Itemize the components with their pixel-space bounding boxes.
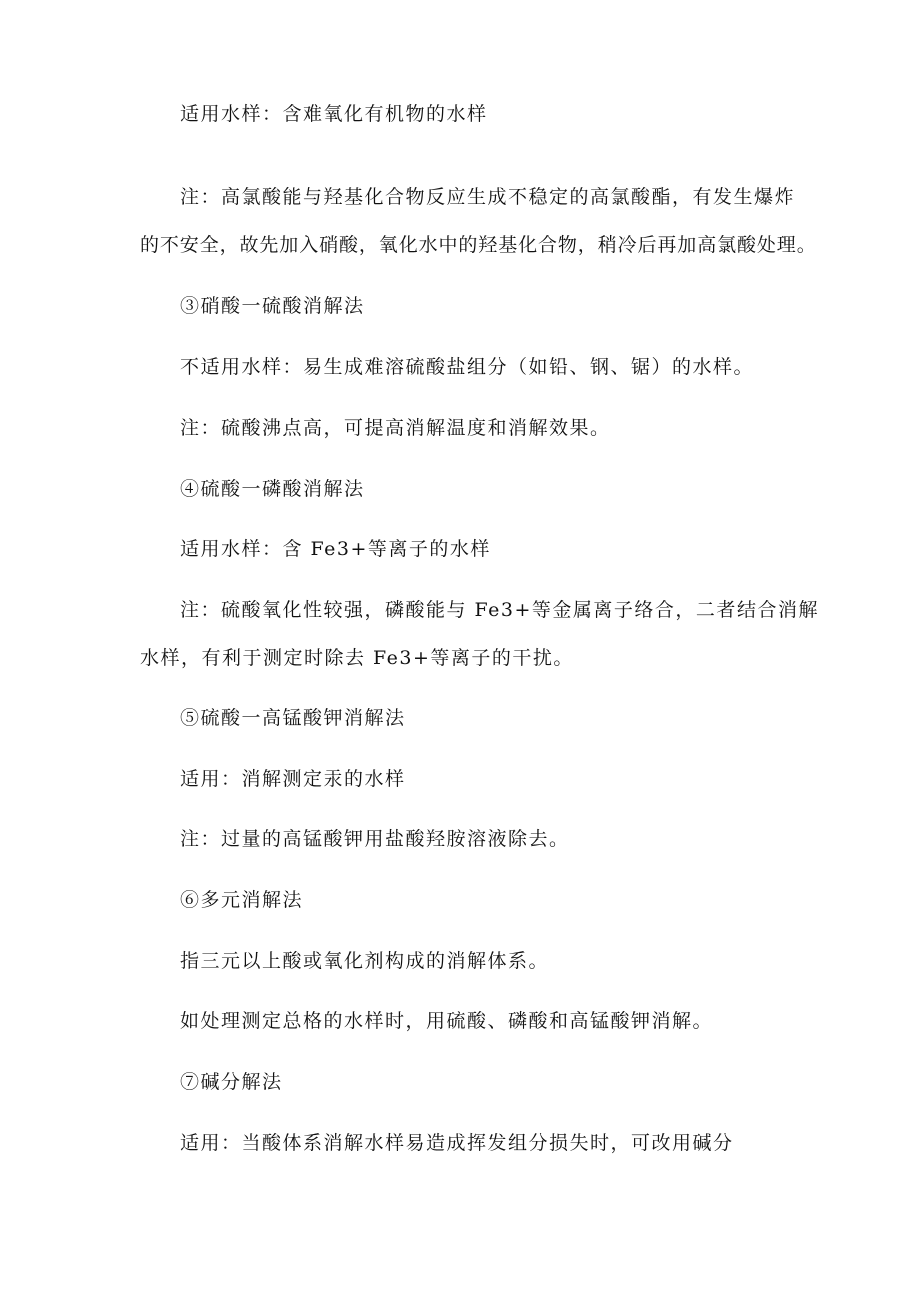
paragraph-note-sulfuric-phosphoric-line1: 注：硫酸氧化性较强，磷酸能与 Fe3+等金属离子络合，二者结合消解 [180,599,819,621]
paragraph-applicable-water-sample: 适用水样：含难氧化有机物的水样 [180,103,488,125]
heading-nitric-sulfuric-digestion: ③硝酸一硫酸消解法 [180,295,365,317]
paragraph-total-chromium-example: 如处理测定总格的水样时，用硫酸、磷酸和高锰酸钾消解。 [180,1010,714,1032]
paragraph-note-perchloric-acid-line2: 的不安全，故先加入硝酸，氧化水中的羟基化合物，稍冷后再加高氯酸处理。 [140,234,817,256]
paragraph-applicable-mercury-sample: 适用：消解测定汞的水样 [180,768,406,790]
paragraph-note-perchloric-acid-line1: 注：高氯酸能与羟基化合物反应生成不稳定的高氯酸酯，有发生爆炸 [180,186,796,208]
heading-multi-component-digestion: ⑥多元消解法 [180,889,304,911]
heading-alkali-decomposition: ⑦碱分解法 [180,1071,283,1093]
paragraph-applicable-fe3-water-sample: 适用水样：含 Fe3+等离子的水样 [180,538,491,560]
heading-sulfuric-permanganate-digestion: ⑤硫酸一高锰酸钾消解法 [180,707,406,729]
paragraph-not-applicable-water-sample: 不适用水样：易生成难溶硫酸盐组分（如铅、钢、锯）的水样。 [180,356,755,378]
heading-sulfuric-phosphoric-digestion: ④硫酸一磷酸消解法 [180,478,365,500]
paragraph-note-excess-permanganate: 注：过量的高锰酸钾用盐酸羟胺溶液除去。 [180,828,570,850]
paragraph-applicable-alkali-decomposition: 适用：当酸体系消解水样易造成挥发组分损失时，可改用碱分 [180,1132,734,1154]
paragraph-note-sulfuric-boiling-point: 注：硫酸沸点高，可提高消解温度和消解效果。 [180,417,611,439]
paragraph-note-sulfuric-phosphoric-line2: 水样，有利于测定时除去 Fe3+等离子的干扰。 [140,647,574,669]
paragraph-ternary-digestion-system: 指三元以上酸或氧化剂构成的消解体系。 [180,950,550,972]
